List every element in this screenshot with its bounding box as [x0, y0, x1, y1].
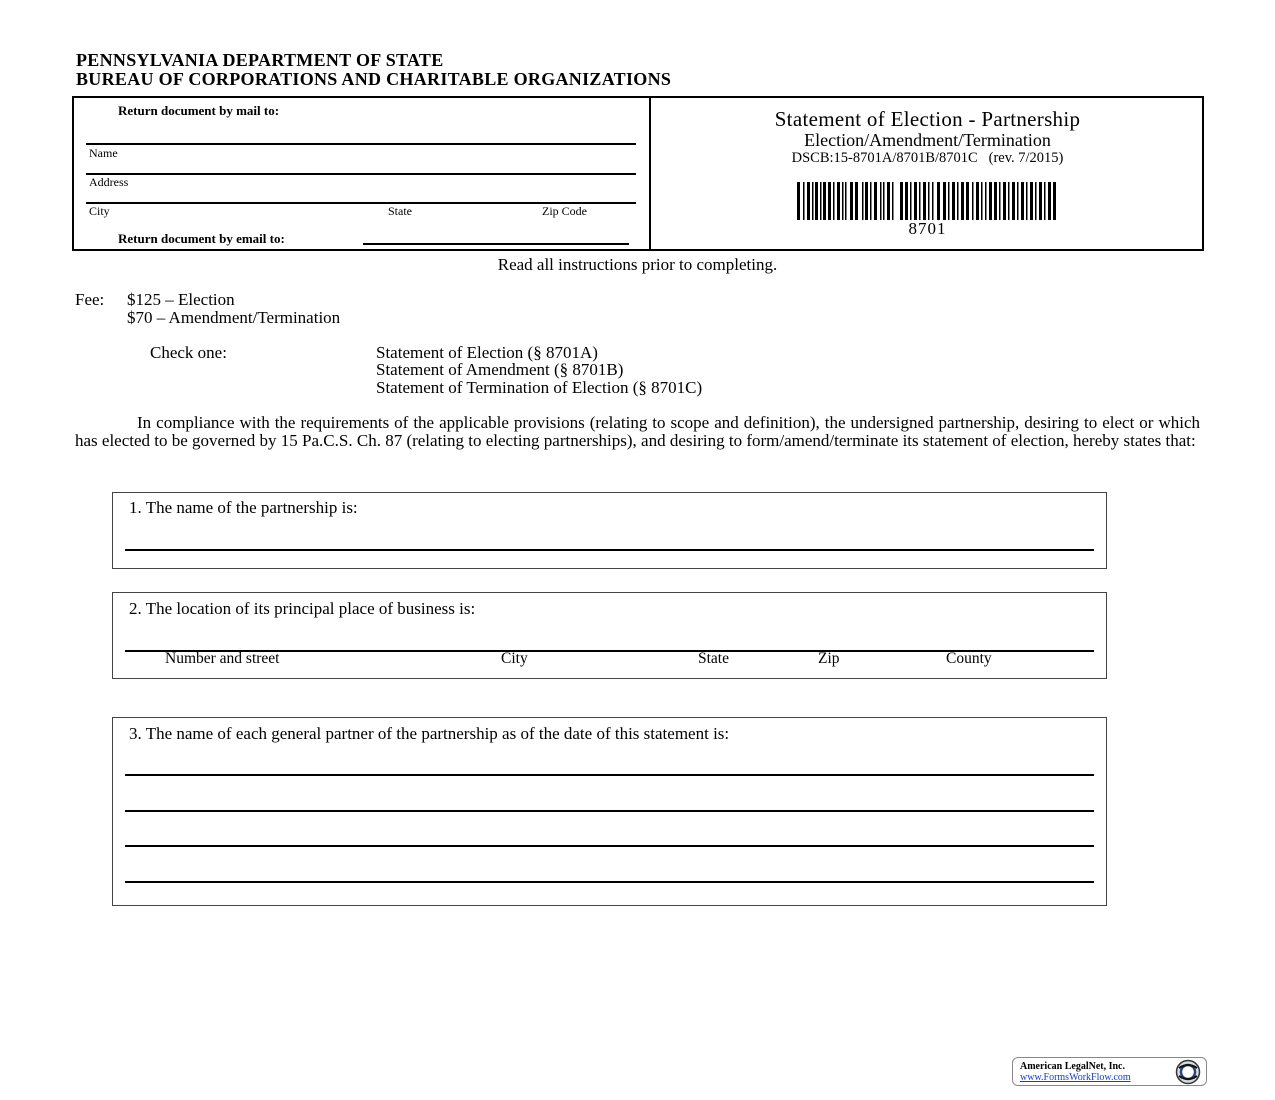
address-label: Address: [89, 175, 129, 189]
american-legalnet-logo: [1012, 1057, 1207, 1086]
zip-code-label: Zip Code: [542, 204, 587, 218]
city-label: City: [89, 204, 110, 218]
zip-column-label: Zip: [818, 650, 840, 667]
address-input-line[interactable]: [86, 173, 636, 175]
barcode-number: 8701: [908, 219, 947, 238]
state-label: State: [388, 204, 412, 218]
form-title: Statement of Election - Partnership: [774, 107, 1081, 131]
option-termination[interactable]: Statement of Termination of Election (§ 8701C): [376, 378, 703, 397]
logo-company-name: American LegalNet, Inc.: [1020, 1061, 1125, 1072]
city-column-label: City: [501, 650, 528, 667]
return-mail-label: Return document by mail to:: [118, 103, 280, 118]
form-code-line: [651, 150, 1204, 167]
form-subtitle: Election/Amendment/Termination: [804, 130, 1051, 150]
general-partner-input-line[interactable]: [125, 881, 1094, 883]
state-column-label: State: [698, 650, 729, 667]
county-column-label: County: [946, 650, 992, 667]
general-partner-input-line[interactable]: [125, 845, 1094, 847]
bureau-heading: BUREAU OF CORPORATIONS AND CHARITABLE ORGANIZATIONS: [76, 69, 672, 89]
intro-paragraph-text: In compliance with the requirements of the applicable provisions (relating to scope and definition), the undersigned partnership, desiring to elect or which has elected to be governed by 15 Pa.C.S. Ch. 87 (relating to electing partnerships), and desiring to form/amend/terminate its statement of election, hereby states that:: [75, 413, 1200, 450]
return-and-title-box: [72, 96, 1204, 251]
form-code: DSCB:15-8701A/8701B/8701C: [791, 150, 978, 166]
general-partner-input-line[interactable]: [125, 810, 1094, 812]
section-3-label: 3. The name of each general partner of the partnership as of the date of this statement is:: [129, 724, 730, 743]
partnership-name-input-line[interactable]: [125, 549, 1094, 551]
general-partner-input-line[interactable]: [125, 774, 1094, 776]
form-revision: (rev. 7/2015): [988, 150, 1064, 166]
email-input-line[interactable]: [363, 243, 629, 245]
section-1-box: [112, 492, 1107, 569]
name-input-line[interactable]: [86, 143, 636, 145]
section-3-box: [112, 717, 1107, 906]
name-label: Name: [89, 146, 118, 160]
section-1-label: 1. The name of the partnership is:: [129, 498, 358, 517]
instructions-note: Read all instructions prior to completing.: [497, 255, 778, 274]
option-amendment[interactable]: Statement of Amendment (§ 8701B): [376, 360, 624, 379]
department-heading: PENNSYLVANIA DEPARTMENT OF STATE: [76, 50, 444, 70]
logo-url-link[interactable]: www.FormsWorkFlow.com: [1020, 1072, 1131, 1083]
section-2-box: [112, 592, 1107, 679]
barcode-image: [797, 182, 1057, 220]
return-email-label: Return document by email to:: [118, 231, 285, 246]
fee-amendment-termination: $70 – Amendment/Termination: [127, 308, 341, 327]
fee-election: $125 – Election: [127, 290, 235, 309]
intro-paragraph: [75, 414, 1200, 449]
option-election[interactable]: Statement of Election (§ 8701A): [376, 343, 598, 362]
fee-label: Fee:: [75, 290, 105, 309]
number-and-street-label: Number and street: [165, 650, 280, 667]
globe-icon: [1170, 1059, 1206, 1085]
section-2-label: 2. The location of its principal place of business is:: [129, 599, 476, 618]
check-one-label: Check one:: [150, 343, 227, 362]
